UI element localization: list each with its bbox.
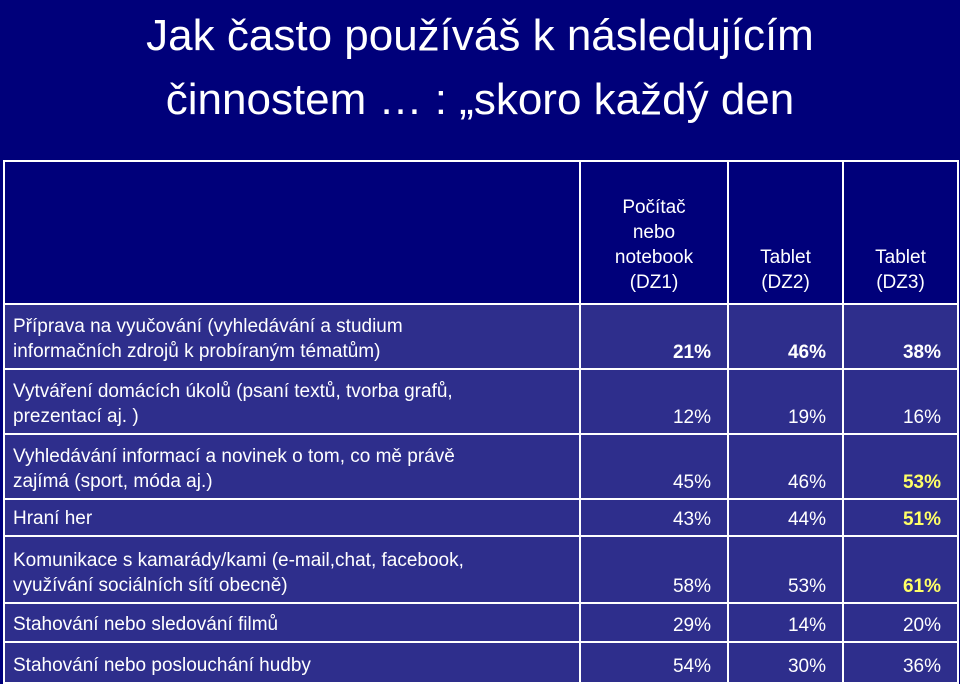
value-dz3: 20% [843,603,958,642]
row-label-line2: využívání sociálních sítí obecně) [13,575,288,597]
column-header-dz3-line1: Tablet [875,246,926,268]
title-line-1: Jak často používáš k následujícím [146,11,814,60]
row-label-line1: Hraní her [13,508,93,530]
row-label [4,434,580,499]
value-dz1: 54% [580,642,728,683]
column-header-dz1-line4: (DZ1) [629,271,679,293]
value-dz1: 58% [580,536,728,603]
row-label [4,536,580,603]
row-label-line2: informačních zdrojů k probíraným tématům) [13,340,381,362]
row-label-line2: zajímá (sport, móda aj.) [13,471,213,493]
header-corner-cell [4,161,580,304]
column-header-dz1-line3: notebook [614,246,694,268]
row-label [4,304,580,369]
row-label-line1: Vytváření domácích úkolů (psaní textů, tvorba grafů, [13,381,453,403]
row-label [4,369,580,434]
table-row [4,304,958,369]
table-row [4,603,958,642]
value-dz3: 53% [843,434,958,499]
value-dz1: 12% [580,369,728,434]
column-header-dz1 [580,161,728,304]
table-row [4,434,958,499]
column-header-dz2-line2: (DZ2) [761,271,810,293]
value-dz3: 16% [843,369,958,434]
data-table [3,160,959,684]
value-dz3: 61% [843,536,958,603]
title-line-2: činnostem … : „skoro každý den [165,75,795,124]
value-dz2: 30% [728,642,843,683]
row-label-line1: Stahování nebo poslouchání hudby [13,655,311,676]
value-dz2: 19% [728,369,843,434]
column-header-dz1-line1: Počítač [622,196,686,218]
table-row [4,499,958,536]
value-dz2: 44% [728,499,843,536]
column-header-dz2 [728,161,843,304]
column-header-dz1-line2: nebo [632,221,676,243]
row-label [4,499,580,536]
row-label-line1: Komunikace s kamarády/kami (e-mail,chat, facebook, [13,550,464,572]
value-dz1: 45% [580,434,728,499]
value-dz1: 43% [580,499,728,536]
value-dz1: 21% [580,304,728,369]
row-label-line1: Vyhledávání informací a novinek o tom, co mě právě [13,446,455,468]
value-dz3: 51% [843,499,958,536]
page-title [0,4,960,132]
column-header-dz2-line1: Tablet [760,246,811,268]
table-row [4,369,958,434]
column-header-dz3-line2: (DZ3) [876,271,925,293]
value-dz3: 36% [843,642,958,683]
value-dz2: 53% [728,536,843,603]
row-label-line1: Stahování nebo sledování filmů [13,614,279,636]
row-label [4,603,580,642]
table-row [4,536,958,603]
value-dz3: 38% [843,304,958,369]
value-dz1: 29% [580,603,728,642]
value-dz2: 46% [728,304,843,369]
value-dz2: 14% [728,603,843,642]
row-label [4,642,580,683]
header-row [4,161,958,304]
value-dz2: 46% [728,434,843,499]
row-label-line2: prezentací aj. ) [13,406,139,428]
row-label-line1: Příprava na vyučování (vyhledávání a studium [13,315,403,337]
table-row [4,642,958,683]
column-header-dz3 [843,161,958,304]
